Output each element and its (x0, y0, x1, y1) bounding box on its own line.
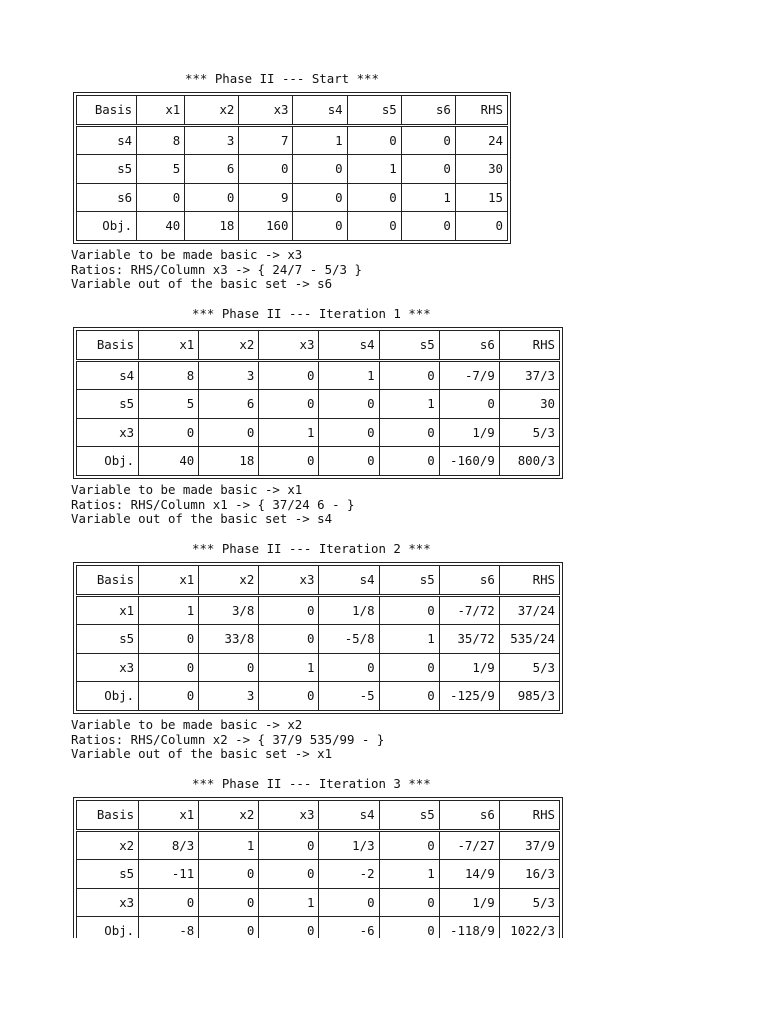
value-cell: 0 (379, 917, 439, 939)
value-cell: 0 (199, 418, 259, 447)
value-cell: 9 (239, 183, 293, 212)
column-header: s5 (347, 96, 401, 126)
value-cell: 0 (199, 860, 259, 889)
value-cell: 37/9 (499, 830, 559, 860)
column-header: s4 (293, 96, 347, 126)
value-cell: 0 (199, 888, 259, 917)
value-cell: 160 (239, 212, 293, 241)
value-cell: 3 (199, 360, 259, 390)
value-cell: 1022/3 (499, 917, 559, 939)
value-cell: 0 (379, 653, 439, 682)
value-cell: 18 (199, 447, 259, 476)
basis-cell: Obj. (77, 917, 139, 939)
value-cell: 15 (455, 183, 507, 212)
value-cell: -7/27 (439, 830, 499, 860)
value-cell: 0 (379, 418, 439, 447)
value-cell: 0 (259, 625, 319, 654)
value-cell: 0 (379, 447, 439, 476)
pivot-note: Variable out of the basic set -> s6 (71, 276, 333, 291)
value-cell: 5/3 (499, 888, 559, 917)
pivot-note: Variable out of the basic set -> x1 (71, 746, 333, 761)
column-header: s5 (379, 801, 439, 831)
phase-title: *** Phase II --- Iteration 2 *** (192, 541, 431, 556)
column-header: RHS (499, 331, 559, 361)
value-cell: 37/24 (499, 595, 559, 625)
column-header: RHS (499, 801, 559, 831)
column-header: s6 (439, 566, 499, 596)
value-cell: 30 (455, 155, 507, 184)
pivot-note: Variable to be made basic -> x3 (71, 247, 303, 262)
value-cell: 1/9 (439, 653, 499, 682)
header-row (77, 801, 560, 831)
value-cell: -7/9 (439, 360, 499, 390)
phase-title: *** Phase II --- Iteration 1 *** (192, 306, 431, 321)
column-header: s5 (379, 331, 439, 361)
value-cell: 1/8 (319, 595, 379, 625)
value-cell: 0 (139, 653, 199, 682)
value-cell: 0 (319, 653, 379, 682)
value-cell: 14/9 (439, 860, 499, 889)
value-cell: 3 (185, 125, 239, 155)
column-header: x3 (259, 801, 319, 831)
value-cell: 0 (319, 418, 379, 447)
value-cell: 8 (137, 125, 185, 155)
value-cell: 0 (259, 360, 319, 390)
basis-cell: x3 (77, 888, 139, 917)
value-cell: -8 (139, 917, 199, 939)
table-row (77, 888, 560, 917)
basis-cell: x3 (77, 653, 139, 682)
value-cell: 18 (185, 212, 239, 241)
value-cell: 0 (259, 447, 319, 476)
column-header: x1 (139, 801, 199, 831)
value-cell: 0 (259, 830, 319, 860)
column-header: s6 (439, 801, 499, 831)
value-cell: 535/24 (499, 625, 559, 654)
value-cell: 1 (259, 418, 319, 447)
value-cell: 30 (499, 390, 559, 419)
value-cell: 0 (293, 212, 347, 241)
value-cell: 3 (199, 682, 259, 711)
value-cell: -11 (139, 860, 199, 889)
column-header: Basis (77, 331, 139, 361)
pivot-note: Variable out of the basic set -> s4 (71, 511, 333, 526)
phase-title: *** Phase II --- Iteration 3 *** (192, 776, 431, 791)
value-cell: -5/8 (319, 625, 379, 654)
column-header: RHS (455, 96, 507, 126)
column-header: x3 (259, 331, 319, 361)
value-cell: 0 (259, 595, 319, 625)
column-header: s4 (319, 331, 379, 361)
pivot-note: Variable to be made basic -> x2 (71, 717, 303, 732)
column-header: x3 (239, 96, 293, 126)
phase-title: *** Phase II --- Start *** (185, 71, 379, 86)
value-cell: 1 (259, 888, 319, 917)
column-header: x2 (199, 331, 259, 361)
value-cell: 0 (259, 682, 319, 711)
value-cell: 0 (137, 183, 185, 212)
value-cell: 0 (379, 830, 439, 860)
pivot-note: Variable to be made basic -> x1 (71, 482, 303, 497)
value-cell: 1 (379, 625, 439, 654)
value-cell: 0 (379, 360, 439, 390)
value-cell: 1 (199, 830, 259, 860)
basis-cell: Obj. (77, 212, 137, 241)
value-cell: 1 (347, 155, 401, 184)
value-cell: 0 (293, 183, 347, 212)
tableau (73, 797, 563, 938)
value-cell: 6 (199, 390, 259, 419)
value-cell: 0 (347, 183, 401, 212)
value-cell: 24 (455, 125, 507, 155)
value-cell: 0 (293, 155, 347, 184)
basis-cell: s4 (77, 360, 139, 390)
basis-cell: s5 (77, 155, 137, 184)
value-cell: -5 (319, 682, 379, 711)
column-header: Basis (77, 801, 139, 831)
column-header: x1 (139, 331, 199, 361)
column-header: Basis (77, 566, 139, 596)
value-cell: 1/9 (439, 888, 499, 917)
value-cell: 0 (455, 212, 507, 241)
basis-cell: s6 (77, 183, 137, 212)
value-cell: 1 (379, 390, 439, 419)
value-cell: 1 (293, 125, 347, 155)
value-cell: -160/9 (439, 447, 499, 476)
basis-cell: x2 (77, 830, 139, 860)
column-header: s6 (401, 96, 455, 126)
value-cell: 16/3 (499, 860, 559, 889)
column-header: RHS (499, 566, 559, 596)
column-header: x2 (199, 801, 259, 831)
value-cell: 5/3 (499, 653, 559, 682)
basis-cell: s5 (77, 860, 139, 889)
value-cell: 0 (259, 860, 319, 889)
value-cell: 3/8 (199, 595, 259, 625)
column-header: s5 (379, 566, 439, 596)
value-cell: 0 (379, 682, 439, 711)
column-header: x1 (139, 566, 199, 596)
value-cell: 800/3 (499, 447, 559, 476)
value-cell: 40 (139, 447, 199, 476)
basis-cell: s5 (77, 390, 139, 419)
value-cell: 1 (139, 595, 199, 625)
value-cell: -125/9 (439, 682, 499, 711)
value-cell: 0 (379, 888, 439, 917)
value-cell: 1 (259, 653, 319, 682)
column-header: s4 (319, 566, 379, 596)
value-cell: 7 (239, 125, 293, 155)
value-cell: 0 (139, 625, 199, 654)
value-cell: 985/3 (499, 682, 559, 711)
basis-cell: s4 (77, 125, 137, 155)
value-cell: 1 (319, 360, 379, 390)
value-cell: 0 (259, 917, 319, 939)
pivot-note: Ratios: RHS/Column x3 -> { 24/7 - 5/3 } (71, 261, 362, 277)
column-header: x3 (259, 566, 319, 596)
value-cell: 0 (439, 390, 499, 419)
value-cell: 1/3 (319, 830, 379, 860)
value-cell: 0 (379, 595, 439, 625)
column-header: x2 (185, 96, 239, 126)
value-cell: 0 (319, 888, 379, 917)
value-cell: -118/9 (439, 917, 499, 939)
value-cell: 0 (401, 212, 455, 241)
table-row (77, 830, 560, 860)
column-header: s6 (439, 331, 499, 361)
value-cell: 37/3 (499, 360, 559, 390)
value-cell: 0 (139, 418, 199, 447)
value-cell: 0 (199, 653, 259, 682)
tableau-table (76, 800, 560, 938)
value-cell: 0 (401, 125, 455, 155)
value-cell: 0 (185, 183, 239, 212)
pivot-note: Ratios: RHS/Column x1 -> { 37/24 6 - } (71, 496, 355, 512)
pivot-note: Ratios: RHS/Column x2 -> { 37/9 535/99 - } (71, 731, 385, 747)
value-cell: 5 (139, 390, 199, 419)
value-cell: -6 (319, 917, 379, 939)
value-cell: 35/72 (439, 625, 499, 654)
value-cell: 0 (347, 125, 401, 155)
value-cell: 0 (259, 390, 319, 419)
value-cell: 8 (139, 360, 199, 390)
basis-cell: x3 (77, 418, 139, 447)
basis-cell: Obj. (77, 447, 139, 476)
column-header: x1 (137, 96, 185, 126)
value-cell: 0 (401, 155, 455, 184)
column-header: x2 (199, 566, 259, 596)
value-cell: 33/8 (199, 625, 259, 654)
value-cell: 5 (137, 155, 185, 184)
value-cell: 1/9 (439, 418, 499, 447)
value-cell: 0 (239, 155, 293, 184)
value-cell: 0 (347, 212, 401, 241)
value-cell: 8/3 (139, 830, 199, 860)
value-cell: 1 (379, 860, 439, 889)
table-row (77, 860, 560, 889)
value-cell: -2 (319, 860, 379, 889)
value-cell: 1 (401, 183, 455, 212)
column-header: Basis (77, 96, 137, 126)
value-cell: 0 (139, 888, 199, 917)
basis-cell: x1 (77, 595, 139, 625)
value-cell: 0 (319, 390, 379, 419)
column-header: s4 (319, 801, 379, 831)
value-cell: -7/72 (439, 595, 499, 625)
value-cell: 5/3 (499, 418, 559, 447)
value-cell: 40 (137, 212, 185, 241)
value-cell: 6 (185, 155, 239, 184)
value-cell: 0 (139, 682, 199, 711)
table-row (77, 917, 560, 939)
value-cell: 0 (319, 447, 379, 476)
value-cell: 0 (199, 917, 259, 939)
basis-cell: s5 (77, 625, 139, 654)
basis-cell: Obj. (77, 682, 139, 711)
